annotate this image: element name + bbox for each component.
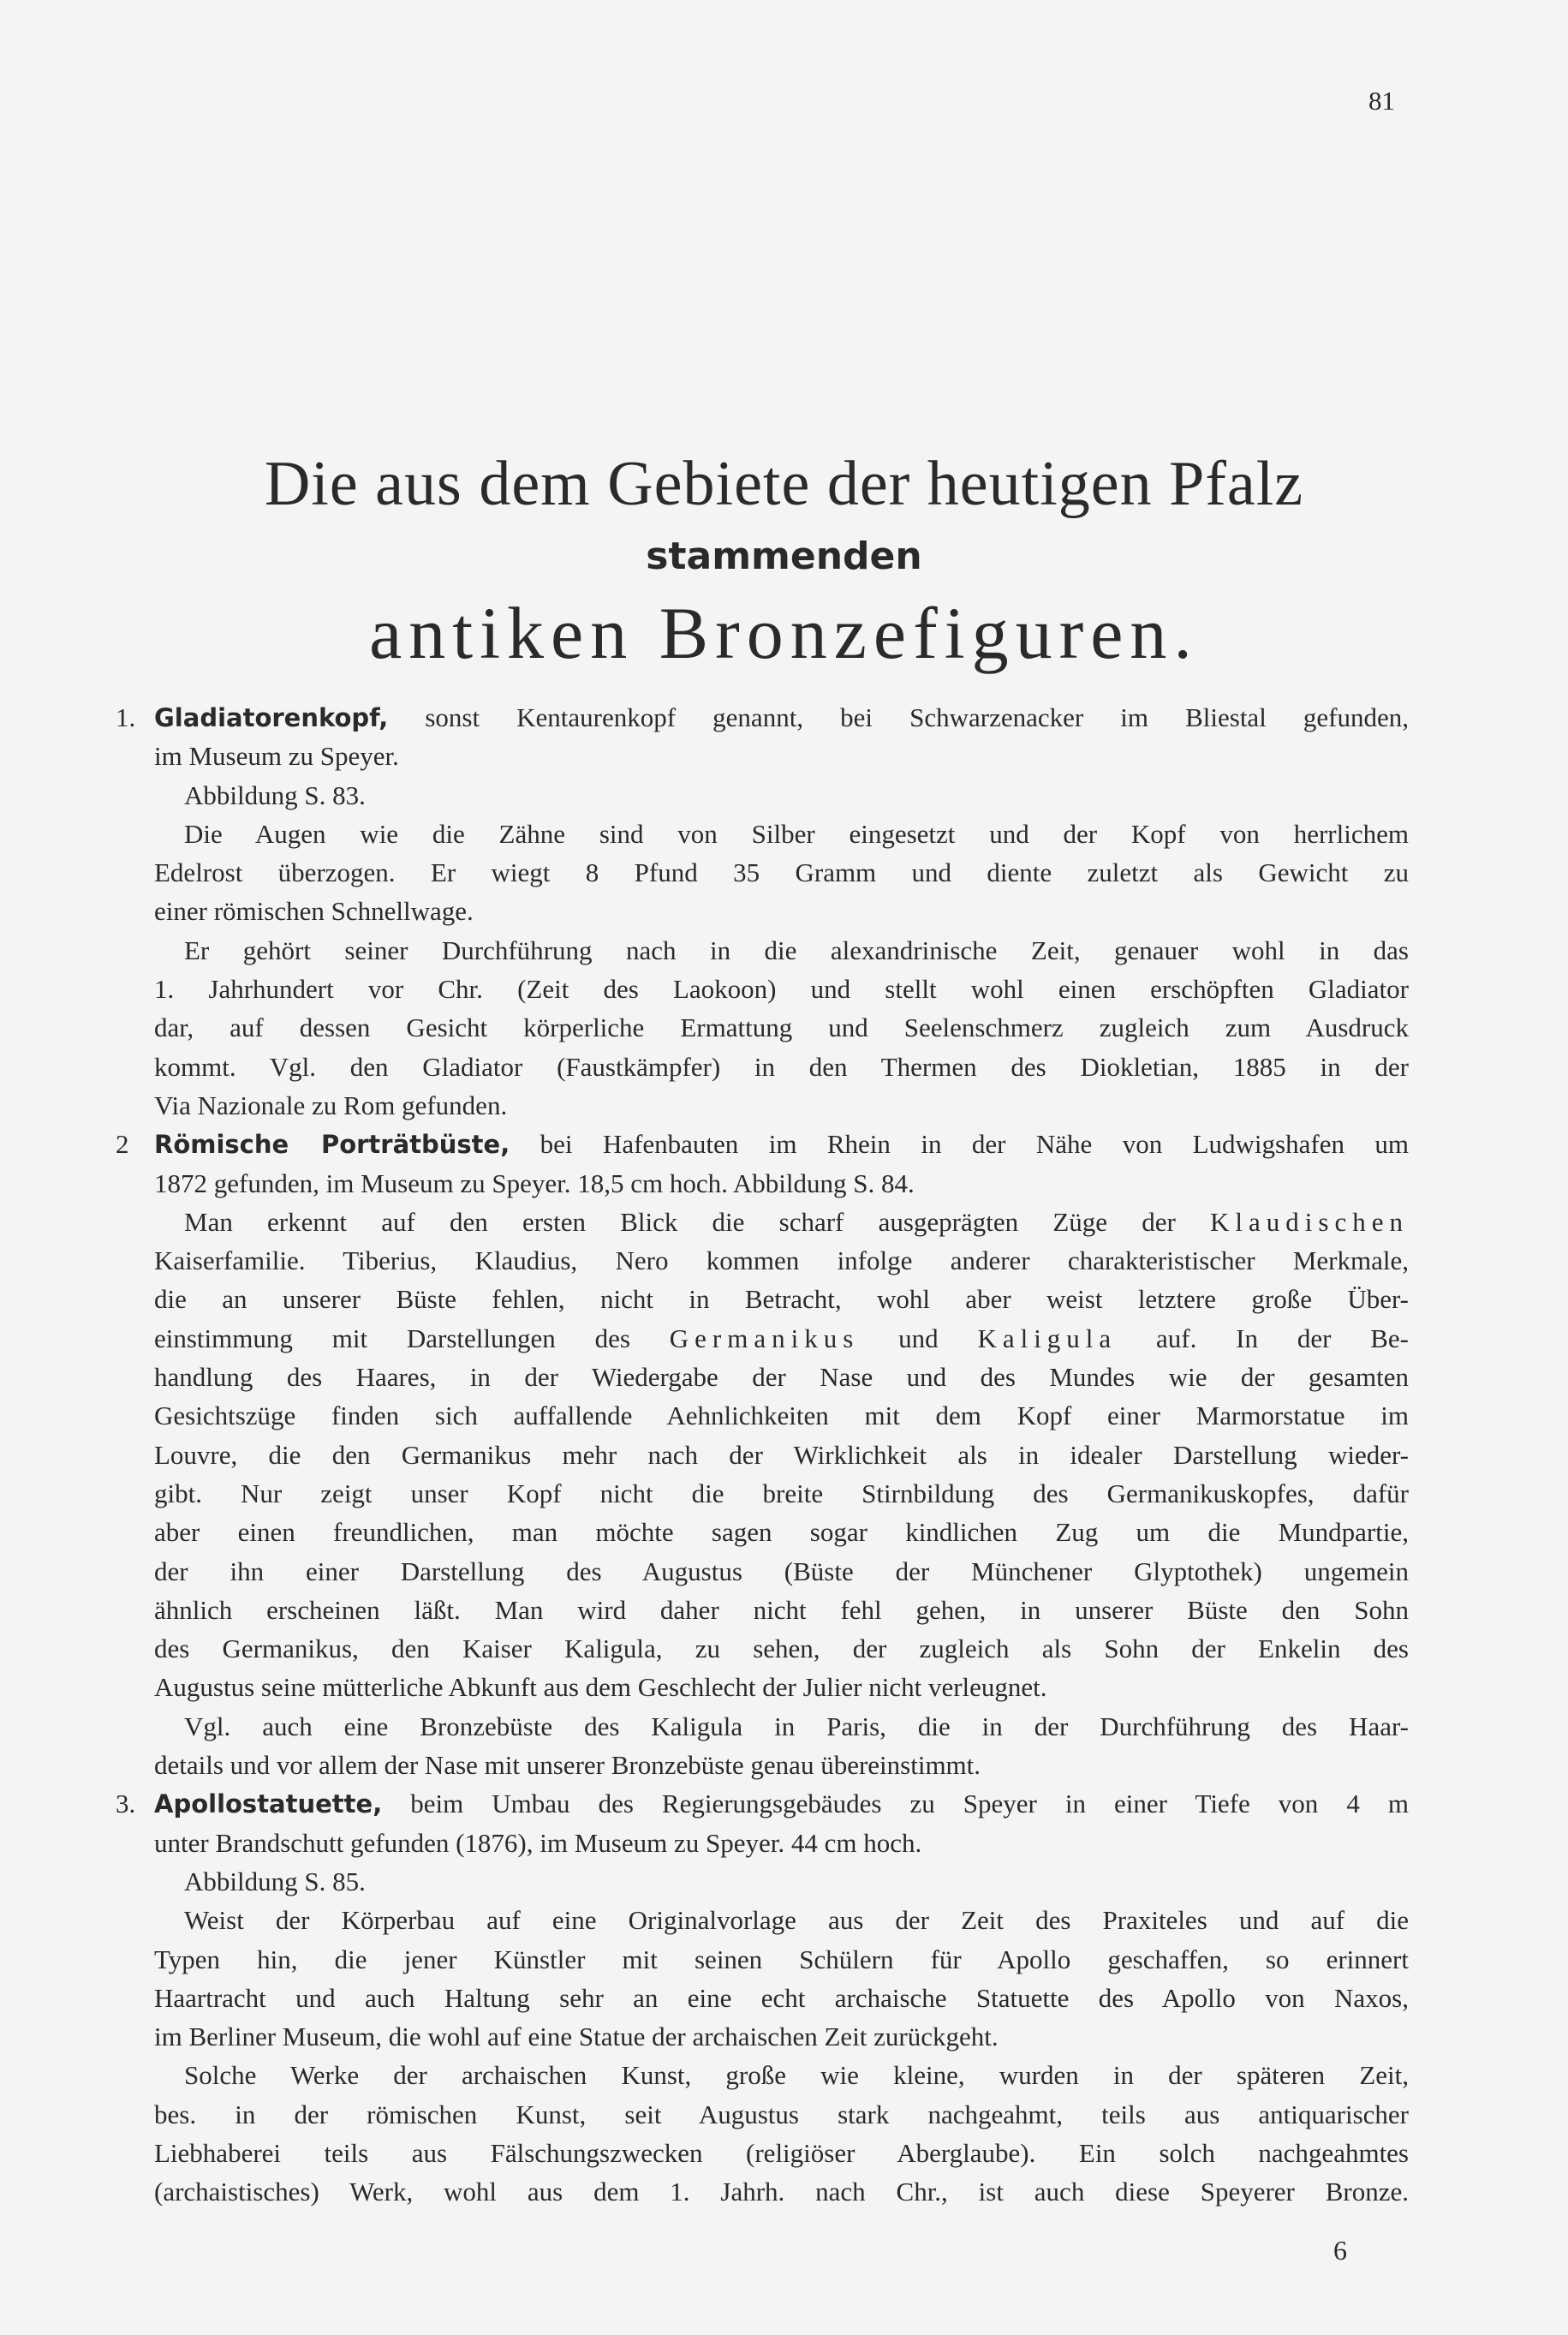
text-line: Abbildung S. 85. [184,1866,366,1896]
emphasized-name: Kaligula [977,1323,1118,1353]
entry-number: 2 [116,1129,129,1160]
text-line: Vgl. auch eine Bronzebüste des Kaligula in Paris, die in der Durchführung des Haar- [184,1711,1409,1741]
text-line: einer römischen Schnellwage. [154,896,474,927]
text-line: der ihn einer Darstellung des Augustus (Büste der Münchener Glyptothek) ungemein [154,1556,1409,1586]
entry-heading-cont: 1872 gefunden, im Museum zu Speyer. 18,5 cm hoch. Abbildung S. 84. [154,1168,915,1198]
emphasized-name: Klaudischen [1210,1206,1409,1237]
text-line: 1. Jahrhundert vor Chr. (Zeit des Laokoon) und stellt wohl einen erschöpften Gladiator [154,974,1409,1005]
body-text [116,698,1409,2212]
entry-1 [116,698,1409,1125]
entry-number: 3. [116,1789,136,1819]
title-block [0,445,1568,680]
text-line: ähnlich erscheinen läßt. Man wird daher nicht fehl gehen, in unserer Büste den Sohn [154,1594,1409,1625]
entry-heading-cont: im Museum zu Speyer. [154,741,399,772]
text-line: gibt. Nur zeigt unser Kopf nicht die breite Stirnbildung des Germanikuskopfes, dafür [154,1478,1409,1508]
entry-title: Gladiatorenkopf, [154,703,389,732]
text-line: Solche Werke der archaischen Kunst, große wie kleine, wurden in der späteren Zeit, [184,2060,1409,2091]
entry-heading [154,1784,1409,1823]
title-line-2: stammenden [646,534,922,578]
text-line [184,1203,1409,1241]
text-line: im Berliner Museum, die wohl auf eine Statue der archaischen Zeit zurückgeht. [154,2021,999,2052]
text-line: des Germanikus, den Kaiser Kaligula, zu sehen, der zugleich als Sohn der Enkelin des [154,1633,1409,1664]
text-line: Louvre, die den Germanikus mehr nach der Wirklichkeit als in idealer Darstellung wieder- [154,1439,1409,1470]
text-line: details und vor allem der Nase mit unserer Bronzebüste genau übereinstimmt. [154,1750,981,1781]
text-line: bes. in der römischen Kunst, seit Augustus stark nachgeahmt, teils aus antiquarischer [154,2099,1409,2129]
text-line: Die Augen wie die Zähne sind von Silber eingesetzt und der Kopf von herrlichem [184,818,1409,849]
text-line: (archaistisches) Werk, wohl aus dem 1. Jahrh. nach Chr., ist auch diese Speyerer Bronze. [154,2177,1409,2207]
text-line: Er gehört seiner Durchführung nach in die alexandrinische Zeit, genauer wohl in das [184,935,1409,965]
title-line-1: Die aus dem Gebiete der heutigen Pfalz [264,449,1304,519]
entry-title: Apollostatuette, [154,1789,383,1819]
entry-number: 1. [116,702,136,732]
text-line: Abbildung S. 83. [184,779,366,810]
emphasized-name: Germanikus [669,1323,860,1353]
text-line [154,1319,1409,1358]
footer-signature-number: 6 [1333,2235,1347,2266]
entry-heading [154,698,1409,737]
entry-heading-text: sonst Kentaurenkopf genannt, bei Schwarzenacker im Bliestal gefunden, [388,702,1409,732]
entry-heading-text: beim Umbau des Regierungsgebäudes zu Speyer in einer Tiefe von 4 m [382,1789,1409,1819]
text-line: Haartracht und auch Haltung sehr an eine echt archaische Statuette des Apollo von Naxos, [154,1982,1409,2013]
page-number: 81 [1368,86,1395,116]
text-line: Gesichtszüge finden sich auffallende Aehnlichkeiten mit dem Kopf einer Marmorstatue im [154,1400,1409,1431]
text-line: aber einen freundlichen, man möchte sagen sogar kindlichen Zug um die Mundpartie, [154,1517,1409,1548]
text-span: auf. In der Be- [1117,1323,1409,1353]
text-line: Via Nazionale zu Rom gefunden. [154,1090,508,1120]
text-line: Weist der Körperbau auf eine Originalvorlage aus der Zeit des Praxiteles und auf die [184,1905,1409,1936]
text-line: Typen hin, die jener Künstler mit seinen Schülern für Apollo geschaffen, so erinnert [154,1944,1409,1974]
entry-2 [116,1125,1409,1784]
text-span: Man erkennt auf den ersten Blick die scharf ausgeprägten Züge der [184,1206,1211,1237]
entry-3 [116,1784,1409,2211]
text-line: Augustus seine mütterliche Abkunft aus dem Geschlecht der Julier nicht verleugnet. [154,1672,1047,1703]
text-span: und [859,1323,978,1353]
entry-heading-cont: unter Brandschutt gefunden (1876), im Museum zu Speyer. 44 cm hoch. [154,1827,922,1858]
text-span: einstimmung mit Darstellungen des [154,1323,670,1353]
text-line: kommt. Vgl. den Gladiator (Faustkämpfer) in den Thermen des Diokletian, 1885 in der [154,1051,1409,1082]
entry-heading-text: bei Hafenbauten im Rhein in der Nähe von Ludwigshafen um [510,1129,1409,1160]
text-line: handlung des Haares, in der Wiedergabe der Nase und des Mundes wie der gesamten [154,1362,1409,1393]
text-line: die an unserer Büste fehlen, nicht in Betracht, wohl aber weist letztere große Über- [154,1284,1409,1315]
text-line: Liebhaberei teils aus Fälschungszwecken (religiöser Aberglaube). Ein solch nachgeahmtes [154,2137,1409,2168]
text-line: Kaiserfamilie. Tiberius, Klaudius, Nero kommen infolge anderer charakteristischer Merkmale, [154,1245,1409,1276]
title-line-3: antiken Bronzefiguren. [369,592,1199,674]
text-line: dar, auf dessen Gesicht körperliche Ermattung und Seelenschmerz zugleich zum Ausdruck [154,1012,1409,1043]
entry-heading [154,1125,1409,1163]
entry-title: Römische Porträtbüste, [154,1130,510,1160]
text-line: Edelrost überzogen. Er wiegt 8 Pfund 35 Gramm und diente zuletzt als Gewicht zu [154,857,1409,888]
